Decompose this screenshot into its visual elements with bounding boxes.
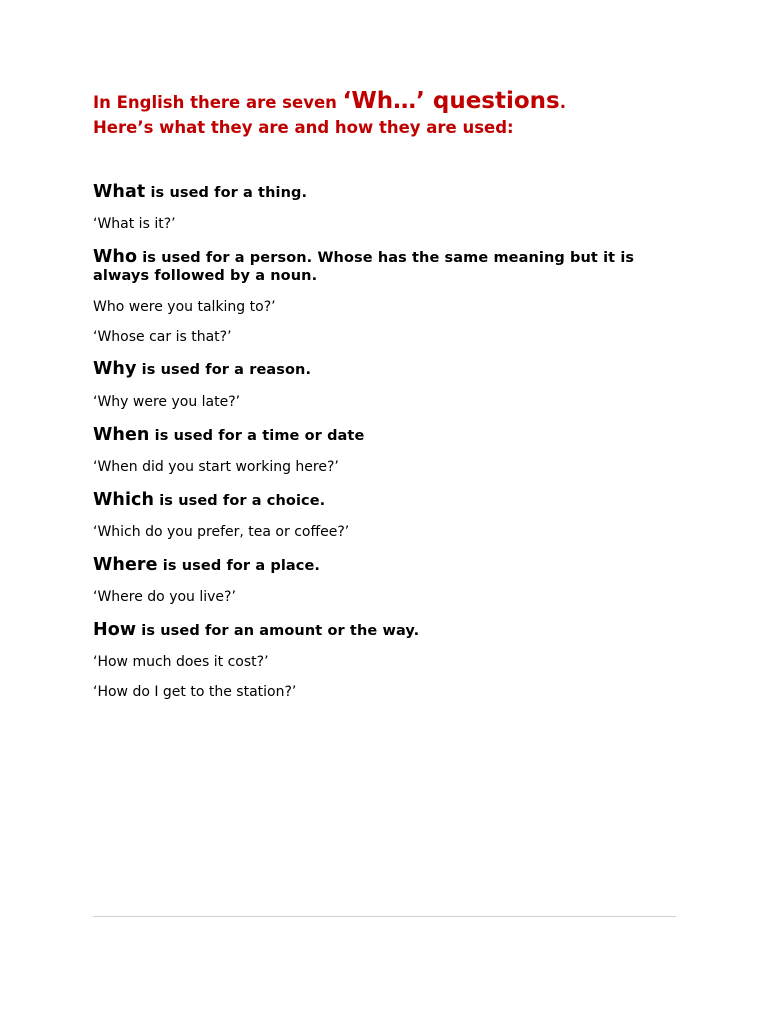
example-how-1: ‘How much does it cost?’ bbox=[93, 654, 269, 670]
heading-suffix: . bbox=[559, 93, 567, 112]
term-which: Which bbox=[93, 490, 155, 510]
heading-emphasis: ‘Wh…’ questions bbox=[342, 88, 560, 114]
item-why bbox=[93, 359, 311, 379]
term-why: Why bbox=[93, 359, 137, 379]
example-how-2: ‘How do I get to the station?’ bbox=[93, 684, 297, 700]
item-where bbox=[93, 555, 320, 575]
item-what bbox=[93, 182, 307, 202]
desc-why: is used for a reason. bbox=[136, 362, 312, 378]
term-who: Who bbox=[93, 247, 138, 267]
example-when: ‘When did you start working here?’ bbox=[93, 459, 339, 475]
example-who-2: ‘Whose car is that?’ bbox=[93, 329, 232, 345]
example-what: ‘What is it?’ bbox=[93, 216, 176, 232]
example-where: ‘Where do you live?’ bbox=[93, 589, 236, 605]
example-which: ‘Which do you prefer, tea or coffee?’ bbox=[93, 524, 350, 540]
item-which bbox=[93, 490, 325, 510]
desc-who-continued: always followed by a noun. bbox=[93, 268, 318, 284]
desc-when: is used for a time or date bbox=[149, 428, 365, 444]
example-who-1: Who were you talking to?’ bbox=[93, 299, 276, 315]
item-when bbox=[93, 425, 364, 445]
term-when: When bbox=[93, 425, 150, 445]
desc-how: is used for an amount or the way. bbox=[136, 623, 420, 639]
term-how: How bbox=[93, 620, 137, 640]
term-where: Where bbox=[93, 555, 158, 575]
footer-divider bbox=[93, 916, 676, 917]
desc-what: is used for a thing. bbox=[145, 185, 308, 201]
desc-where: is used for a place. bbox=[157, 558, 321, 574]
item-who bbox=[93, 247, 634, 267]
heading-line-1 bbox=[93, 88, 566, 114]
example-why: ‘Why were you late?’ bbox=[93, 394, 241, 410]
item-how bbox=[93, 620, 419, 640]
desc-which: is used for a choice. bbox=[154, 493, 326, 509]
term-what: What bbox=[93, 182, 146, 202]
heading-prefix: In English there are seven bbox=[93, 93, 343, 112]
heading-line-2: Here’s what they are and how they are used: bbox=[93, 118, 514, 137]
desc-who: is used for a person. Whose has the same meaning but it is bbox=[137, 250, 635, 266]
